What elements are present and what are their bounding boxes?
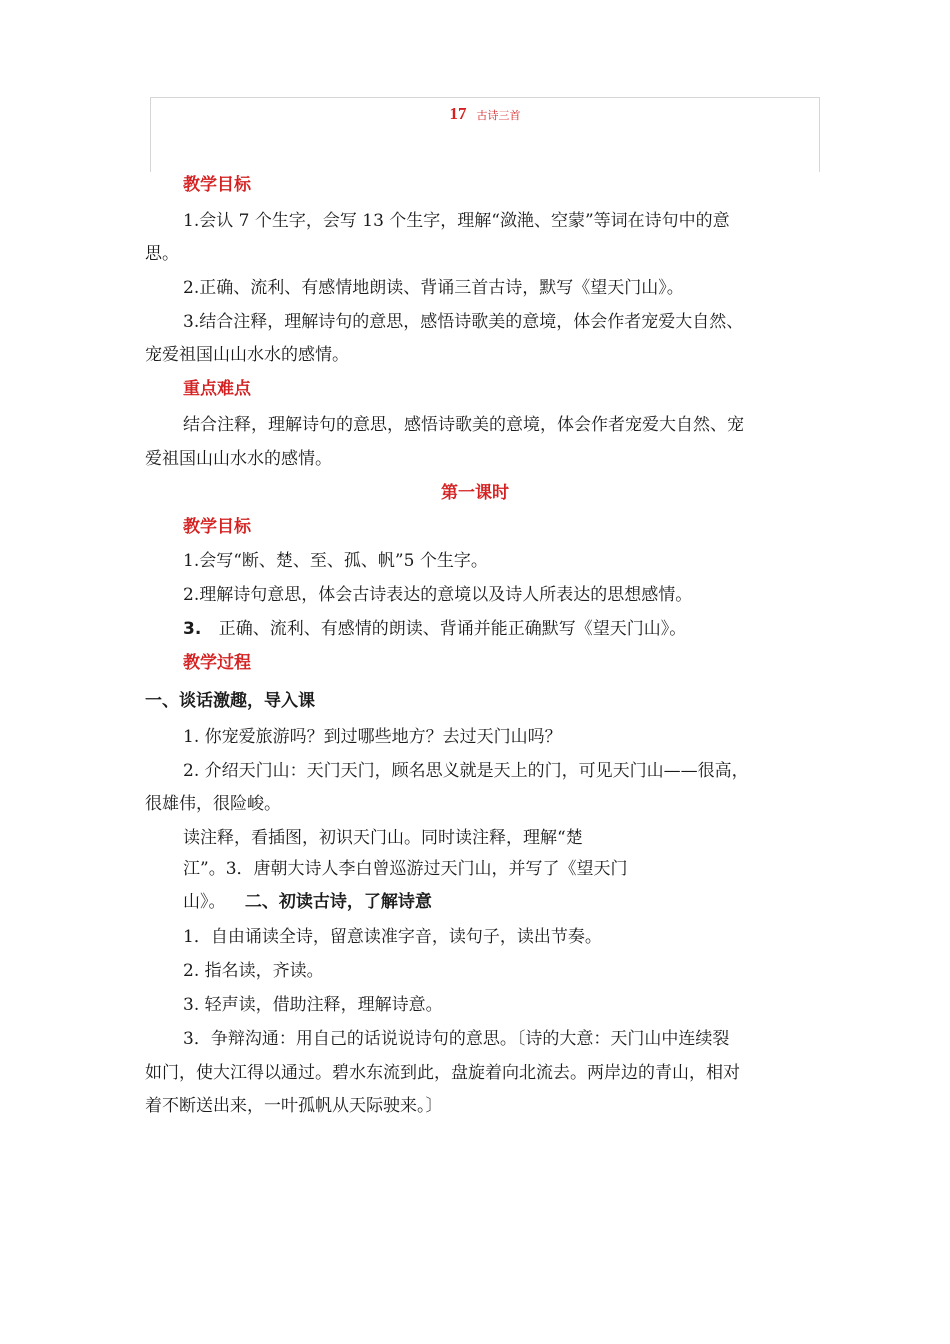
goal-3-number: 3.	[183, 619, 202, 639]
first-lesson-heading: 第一课时	[441, 483, 509, 503]
key-points-line-2: 爱祖国山山水水的感情。	[145, 449, 332, 469]
section-1-read-line-1: 读注释，看插图，初识天门山。同时读注释，理解“楚	[183, 828, 583, 848]
section-2-item-3: 3. 轻声读，借助注释，理解诗意。	[183, 995, 443, 1015]
goal-3-line-1: 3.结合注释，理解诗句的意思，感悟诗歌美的意境，体会作者宠爱大自然、	[183, 312, 744, 332]
process-heading: 教学过程	[183, 653, 251, 673]
key-points-line-1: 结合注释，理解诗句的意思，感悟诗歌美的意境，体会作者宠爱大自然、宠	[183, 415, 744, 435]
section-2-item-2: 2. 指名读，齐读。	[183, 961, 324, 981]
lesson-title-box	[150, 97, 820, 172]
section-2-item-4-line-3: 着不断送出来，一叶孤帆从天际驶来。〕	[145, 1096, 443, 1116]
first-lesson-goal-2: 2.理解诗句意思，体会古诗表达的意境以及诗人所表达的思想感情。	[183, 585, 693, 605]
goal-3-text: 正确、流利、有感情的朗读、背诵并能正确默写《望天门山》。	[218, 619, 687, 639]
section-1-item-1: 1. 你宠爱旅游吗？到过哪些地方？去过天门山吗？	[183, 727, 562, 747]
section-2-item-4-line-2: 如门，使大江得以通过。碧水东流到此，盘旋着向北流去。两岸边的青山，相对	[145, 1063, 740, 1083]
section-1-item-2-line-2: 很雄伟，很险峻。	[145, 794, 281, 814]
section-2-item-4-line-1: 3．争辩沟通：用自己的话说说诗句的意思。〔诗的大意：天门山中连续裂	[183, 1029, 730, 1049]
first-lesson-goals-heading: 教学目标	[183, 517, 251, 537]
goal-2: 2.正确、流利、有感情地朗读、背诵三首古诗，默写《望天门山》。	[183, 278, 684, 298]
section-2-item-1: 1．自由诵读全诗，留意读准字音，读句子，读出节奏。	[183, 927, 602, 947]
section-1-read-line-3	[183, 890, 823, 914]
goal-1-line-1: 1.会认 7 个生字，会写 13 个生字，理解“潋滟、空蒙”等词在诗句中的意	[183, 211, 730, 231]
key-points-heading: 重点难点	[183, 379, 251, 399]
lesson-name: 古诗三首	[476, 109, 521, 122]
first-lesson-goal-1: 1.会写“断、楚、至、孤、帆”5 个生字。	[183, 551, 488, 571]
first-lesson-goal-3	[183, 617, 823, 641]
section-1-item-2-line-1: 2. 介绍天门山：天门天门，顾名思义就是天上的门，可见天门山——很高，	[183, 761, 749, 781]
section-2-heading: 二、初读古诗，了解诗意	[244, 892, 432, 912]
goal-3-line-2: 宠爱祖国山山水水的感情。	[145, 345, 349, 365]
section-1-heading: 一、谈话激趣，导入课	[145, 691, 315, 711]
lesson-title	[151, 104, 819, 124]
goal-1-line-2: 思。	[145, 244, 179, 264]
lesson-number: 17	[449, 104, 467, 123]
section-1-read-line-2: 江”。3．唐朝大诗人李白曾巡游过天门山，并写了《望天门	[183, 859, 628, 879]
teaching-goals-heading: 教学目标	[183, 175, 251, 195]
section-1-read-line-3-text: 山》。	[183, 892, 226, 912]
